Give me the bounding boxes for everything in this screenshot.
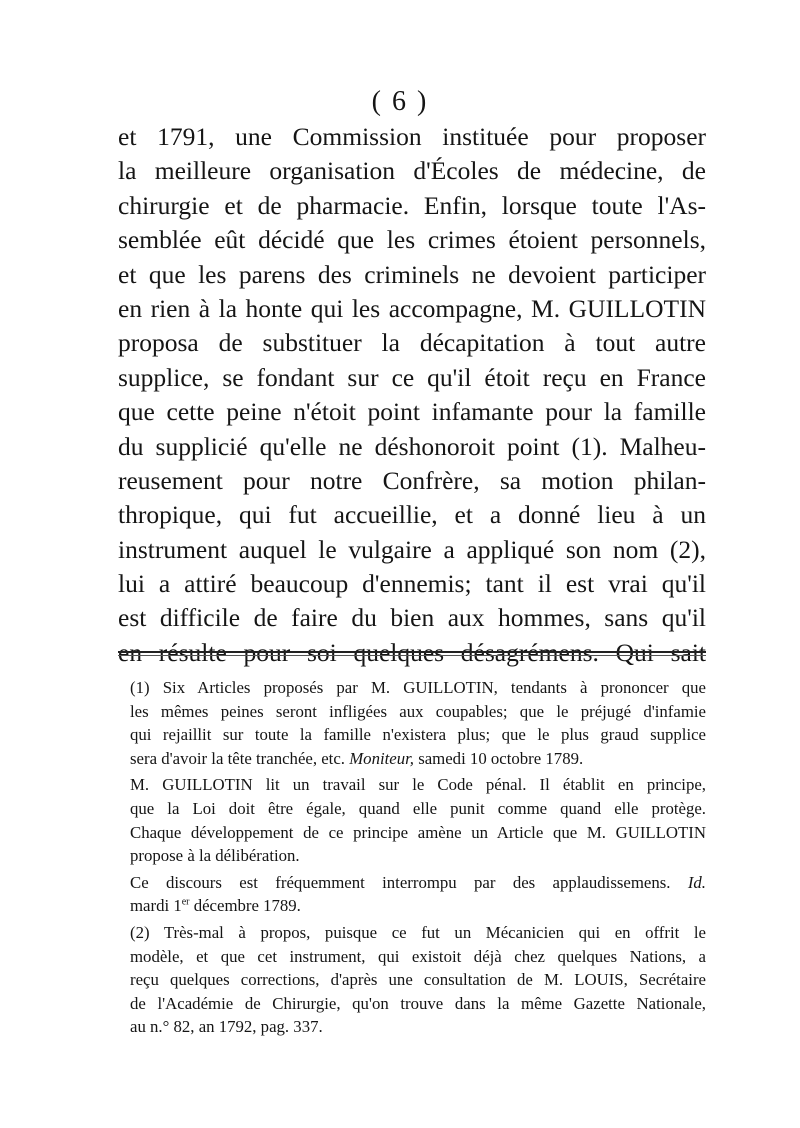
footnote-line: que la Loi doit être égale, quand elle punit comme quand elle protège. [130, 798, 706, 818]
citation-day: mardi 1 [130, 896, 182, 916]
footnotes [130, 676, 706, 1042]
footnote-line: (2) Très-mal à propos, puisque ce fut un Mécanicien qui en offrit le [130, 922, 706, 942]
body-line: proposa de substituer la décapitation à tout autre [118, 328, 706, 358]
footnote-line: les mêmes peines seront infligées aux coupables; que le préjugé d'infamie [130, 701, 706, 721]
body-text [118, 120, 706, 670]
body-line: supplice, se fondant sur ce qu'il étoit reçu en France [118, 362, 706, 392]
footnote-line: M. GUILLOTIN lit un travail sur le Code pénal. Il établit en principe, [130, 775, 706, 795]
footnote-separator-rule [118, 651, 706, 656]
source-citation: Id. [687, 872, 706, 892]
page-number: ( 6 ) [371, 86, 429, 117]
body-line: et que les parens des criminels ne devoient participer [118, 259, 706, 289]
source-citation: Moniteur, [349, 748, 414, 768]
footnote-line: Chaque développement de ce principe amène un Article que M. GUILLOTIN [130, 822, 706, 842]
footnote-line [130, 747, 706, 771]
body-line: la meilleure organisation d'Écoles de médecine, de [118, 156, 706, 186]
footnote-line: qui rejaillit sur toute la famille n'existera plus; que le plus graud supplice [130, 725, 706, 745]
footnote-line: propose à la délibération. [130, 846, 300, 866]
body-line: lui a attiré beaucoup d'ennemis; tant il est vrai qu'il [118, 569, 706, 599]
ordinal-superscript: er [181, 896, 190, 908]
footnote-line: au n.° 82, an 1792, pag. 337. [130, 1017, 323, 1037]
footnote-2 [130, 921, 706, 1039]
footnote-line [130, 894, 706, 918]
footnote-line: de l'Académie de Chirurgie, qu'on trouve dans la même Gazette Nationale, [130, 993, 706, 1013]
body-line: que cette peine n'étoit point infamante pour la famille [118, 397, 706, 427]
body-line: en résulte pour soi quelques désagrémens. Qui sait [118, 637, 706, 667]
body-line: thropique, qui fut accueillie, et a donné lieu à un [118, 500, 706, 530]
footnote-line: (1) Six Articles proposés par M. GUILLOTIN, tendants à prononcer que [130, 678, 706, 697]
body-line: instrument auquel le vulgaire a appliqué son nom (2), [118, 534, 706, 564]
citation-date: décembre 1789. [189, 896, 301, 916]
body-line: chirurgie et de pharmacie. Enfin, lorsque toute l'As- [118, 190, 706, 220]
body-line: semblée eût décidé que les crimes étoient personnels, [118, 225, 706, 255]
footnote-line: modèle, et que cet instrument, qui existoit déjà chez quelques Nations, a [130, 946, 706, 966]
body-line: et 1791, une Commission instituée pour proposer [118, 122, 706, 151]
body-line: reusement pour notre Confrère, sa motion philan- [118, 465, 706, 495]
footnote-text: Ce discours est fréquemment interrompu par des applaudissemens. [130, 872, 688, 892]
body-line: est difficile de faire du bien aux hommes, sans qu'il [118, 603, 706, 633]
citation-date: samedi 10 octobre 1789. [414, 748, 584, 768]
body-line: du supplicié qu'elle ne déshonoroit point (1). Malheu- [118, 431, 706, 461]
footnote-line [130, 871, 706, 895]
footnote-1 [130, 676, 706, 770]
footnote-text: sera d'avoir la tête tranchée, etc. [130, 748, 350, 768]
footnote-1-continuation [130, 773, 706, 867]
body-line: en rien à la honte qui les accompagne, M. GUILLOTIN [118, 293, 706, 323]
footnote-1-continuation-2 [130, 871, 706, 918]
footnote-line: reçu quelques corrections, d'après une consultation de M. LOUIS, Secrétaire [130, 970, 706, 990]
